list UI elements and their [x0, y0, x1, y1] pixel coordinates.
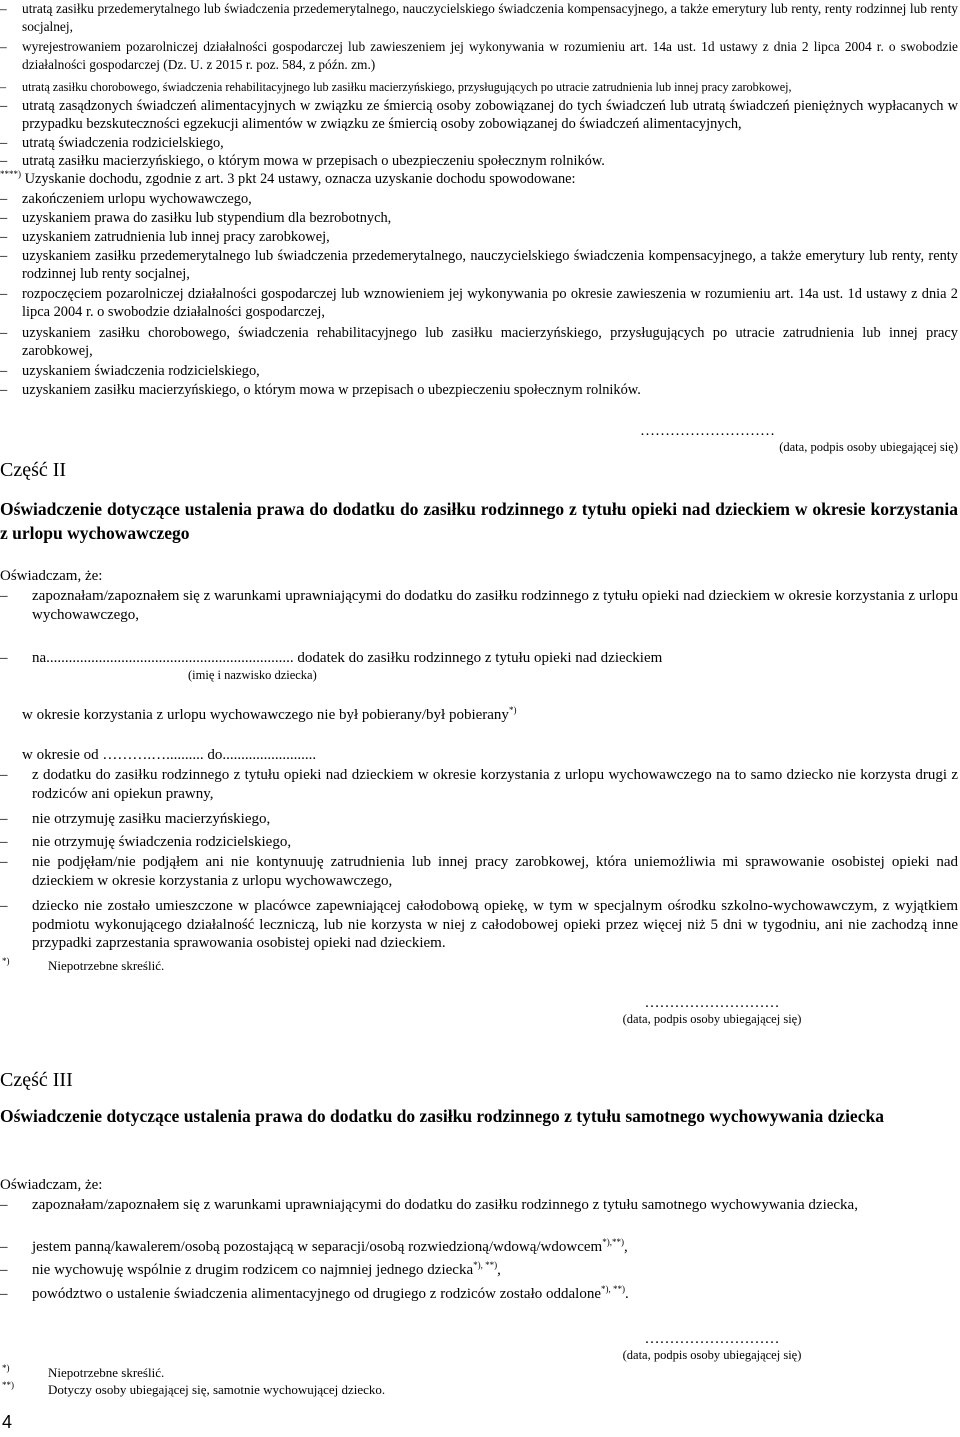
list-item: – utratą zasiłku chorobowego, świadczenia rehabilitacyjnego lub zasiłku macierzyńskiego, przysługujących po utracie zatrudnienia lub innej pracy zarobkowej,: [0, 78, 958, 96]
list-item-text: powództwo o ustalenie świadczenia alimentacyjnego od drugiego z rodziców zostało oddalone*), **).: [32, 1284, 629, 1302]
footnote-mark: *), **): [473, 1260, 498, 1270]
list-item-text: uzyskaniem zasiłku chorobowego, świadczenia rehabilitacyjnego lub zasiłku macierzyńskiego, przysługujących po utracie zatrudnienia lub innej pracy zarobkowej,: [22, 325, 958, 359]
list-item-text: zapoznałam/zapoznałem się z warunkami uprawniającymi do dodatku do zasiłku rodzinnego z tytułu opieki nad dzieckiem w okresie korzystania z urlopu wychowawczego,: [32, 588, 958, 623]
list-item: – wyrejestrowaniem pozarolniczej działalności gospodarczej lub zawieszeniem jej wykonywania w rozumieniu art. 14a ust. 1d ustawy z dnia 2 lipca 2004 r. o swobodzie działalności gospodarczej (Dz. U. z 2015 r. poz. 584, z późn. zm.): [0, 39, 958, 72]
part-2-title: Część II: [0, 459, 67, 481]
footnote-text: Niepotrzebne skreślić.: [48, 1365, 165, 1380]
declaration-intro: Oświadczam, że:: [0, 1177, 103, 1193]
list-item: – uzyskaniem zasiłku przedemerytalnego lub świadczenia przedemerytalnego, nauczycielskiego świadczenia kompensacyjnego, a także emerytury lub renty, renty rodzinnej lub renty socjalnej,: [0, 248, 958, 282]
list-item-text: dziecko nie zostało umieszczone w placówce zapewniającej całodobową opiekę, w tym w specjalnym ośrodku szkolno-wychowawczym, z wyjątkiem podmiotu wykonującego działalność leczniczą, lub nie korzysta w niej z całodobowej opieki przez więcej niż 5 dni w tygodniu, ani nie zachodzą inne przypadki zaprzestania sprawowania osobistej opieki nad dzieckiem.: [32, 898, 958, 951]
list-item: – zakończeniem urlopu wychowawczego,: [0, 190, 958, 208]
signature-block: [562, 1331, 862, 1363]
list-item: – utratą świadczenia rodzicielskiego,: [0, 134, 958, 152]
list-item-text: z dodatku do zasiłku rodzinnego z tytułu opieki nad dzieckiem w okresie korzystania z urlopu wychowawczego na to samo dziecko nie korzysta drugi z rodziców ani opiekun prawny,: [32, 767, 958, 802]
signature-line: ………………………: [640, 423, 775, 439]
footnote-text: Niepotrzebne skreślić.: [48, 958, 165, 973]
list-item: – zapoznałam/zapoznałem się z warunkami uprawniającymi do dodatku do zasiłku rodzinnego z tytułu samotnego wychowywania dziecka,: [0, 1196, 958, 1234]
list-item: – nie otrzymuję świadczenia rodzicielskiego,: [0, 833, 958, 852]
list-item: – z dodatku do zasiłku rodzinnego z tytułu opieki nad dzieckiem w okresie korzystania z urlopu wychowawczego na to samo dziecko nie korzysta drugi z rodziców ani opiekun prawny,: [0, 767, 958, 802]
list-item: – utratą zasiłku przedemerytalnego lub świadczenia przedemerytalnego, nauczycielskiego świadczenia kompensacyjnego, a także emerytury lub renty, renty rodzinnej lub renty socjalnej,: [0, 1, 958, 34]
signature-caption: (data, podpis osoby ubiegającej się): [779, 440, 958, 454]
signature-block: [562, 995, 862, 1027]
part-3-heading: Oświadczenie dotyczące ustalenia prawa do dodatku do zasiłku rodzinnego z tytułu samotnego wychowywania dziecka: [0, 1106, 884, 1126]
list-item: – dziecko nie zostało umieszczone w placówce zapewniającej całodobową opiekę, w tym w specjalnym ośrodku szkolno-wychowawczym, z wyjątkiem podmiotu wykonującego działalność leczniczą, lub nie korzysta w niej z całodobowej opieki przez więcej niż 5 dni w tygodniu, ani nie zachodzą inne przypadki zaprzestania sprawowania osobistej opieki nad dzieckiem.: [0, 898, 958, 951]
list-item: – uzyskaniem prawa do zasiłku lub stypendium dla bezrobotnych,: [0, 209, 958, 227]
list-item-text: uzyskaniem zasiłku macierzyńskiego, o którym mowa w przepisach o ubezpieczeniu społecznym rolników.: [22, 382, 641, 398]
footnote-mark: ****): [0, 169, 21, 179]
list-item-text: wyrejestrowaniem pozarolniczej działalności gospodarczej lub zawieszeniem jej wykonywania w rozumieniu art. 14a ust. 1d ustawy z dnia 2 lipca 2004 r. o swobodzie działalności gospodarczej (Dz. U. z 2015 r. poz. 584, z późn. zm.): [22, 39, 958, 72]
declaration-intro: Oświadczam, że:: [0, 568, 103, 584]
list-item: – zapoznałam/zapoznałem się z warunkami uprawniającymi do dodatku do zasiłku rodzinnego z tytułu opieki nad dzieckiem w okresie korzystania z urlopu wychowawczego,: [0, 588, 958, 623]
list-item-text: utratą zasiłku chorobowego, świadczenia rehabilitacyjnego lub zasiłku macierzyńskiego, przysługujących po utracie zatrudnienia lub innej pracy zarobkowej,: [22, 80, 792, 94]
list-item: – uzyskaniem świadczenia rodzicielskiego,: [0, 362, 958, 380]
list-item-text-body: powództwo o ustalenie świadczenia alimentacyjnego od drugiego z rodziców zostało oddalone: [32, 1286, 601, 1302]
list-item-text: nie podjęłam/nie podjąłem ani nie kontynuuję zatrudnienia lub innej pracy zarobkowej, która uniemożliwia mi sprawowanie osobistej opieki nad dzieckiem w okresie korzystania z urlopu wychowawczego,: [32, 854, 958, 889]
footnote-text: Dotyczy osoby ubiegającej się, samotnie wychowującej dziecko.: [48, 1382, 386, 1397]
list-item-text: uzyskaniem zatrudnienia lub innej pracy zarobkowej,: [22, 229, 330, 245]
signature-line: ………………………: [644, 995, 780, 1011]
list-item-text: nie otrzymuję zasiłku macierzyńskiego,: [32, 811, 271, 827]
child-name-line[interactable]: na.................................................................. dodatek do zasiłku rodzinnego z tytułu opieki nad dzieckiem: [32, 650, 663, 666]
child-name-caption: (imię i nazwisko dziecka): [188, 668, 317, 682]
list-item-text: rozpoczęciem pozarolniczej działalności gospodarczej lub wznowieniem jej wykonywania po okresie zawieszenia w rozumieniu art. 14a ust. 1d ustawy z dnia 2 lipca 2004 r. o swobodzie działalności gospodarczej,: [22, 286, 958, 320]
list-item: – uzyskaniem zasiłku macierzyńskiego, o którym mowa w przepisach o ubezpieczeniu społecznym rolników.: [0, 381, 958, 399]
list-item: – nie otrzymuję zasiłku macierzyńskiego,: [0, 810, 958, 829]
list-item-text: nie wychowuję wspólnie z drugim rodzicem co najmniej jednego dziecka*), **),: [32, 1260, 501, 1278]
list-item-text: zakończeniem urlopu wychowawczego,: [22, 191, 252, 207]
list-item: – utratą zasiłku macierzyńskiego, o którym mowa w przepisach o ubezpieczeniu społecznym rolników.: [0, 152, 958, 170]
signature-caption: (data, podpis osoby ubiegającej się): [622, 1348, 802, 1362]
page-number: 4: [2, 1412, 13, 1432]
part-2-heading: Oświadczenie dotyczące ustalenia prawa do dodatku do zasiłku rodzinnego z tytułu opieki nad dzieckiem w okresie korzystania z urlopu wychowawczego: [0, 499, 958, 543]
list-item-text-body: nie wychowuję wspólnie z drugim rodzicem co najmniej jednego dziecka: [32, 1262, 474, 1278]
signature-caption: (data, podpis osoby ubiegającej się): [622, 1012, 802, 1026]
list-item: – rozpoczęciem pozarolniczej działalności gospodarczej lub wznowieniem jej wykonywania po okresie zawieszenia w rozumieniu art. 14a ust. 1d ustawy z dnia 2 lipca 2004 r. o swobodzie działalności gospodarczej,: [0, 286, 958, 320]
period-field[interactable]: w okresie od ……….….......... do.........................: [22, 747, 317, 763]
list-item-text-body: jestem panną/kawalerem/osobą pozostającą w separacji/osobą rozwiedzioną/wdową/wdowcem: [32, 1239, 603, 1255]
child-name-field[interactable]: – na.................................................................. dodatek do zasiłku rodzinnego z tytułu opieki nad dzieckiem: [0, 649, 958, 669]
signature-block: [640, 423, 958, 455]
list-item-text: uzyskaniem prawa do zasiłku lub stypendium dla bezrobotnych,: [22, 210, 392, 226]
list-item-text: jestem panną/kawalerem/osobą pozostającą w separacji/osobą rozwiedzioną/wdową/wdowcem*),**),: [32, 1237, 628, 1255]
list-item-text: utratą zasiłku przedemerytalnego lub świadczenia przedemerytalnego, nauczycielskiego świadczenia kompensacyjnego, a także emerytury lub renty, renty rodzinnej lub renty socjalnej,: [22, 1, 958, 34]
footnote-mark: *): [508, 705, 517, 715]
footnote-mark: **): [2, 1380, 14, 1390]
list-item: – nie podjęłam/nie podjąłem ani nie kontynuuję zatrudnienia lub innej pracy zarobkowej, która uniemożliwia mi sprawowanie osobistej opieki nad dzieckiem w okresie korzystania z urlopu wychowawczego,: [0, 854, 958, 889]
list-item-text: zapoznałam/zapoznałem się z warunkami uprawniającymi do dodatku do zasiłku rodzinnego z tytułu samotnego wychowywania dziecka,: [32, 1197, 858, 1213]
list-item-text: utratą zasiłku macierzyńskiego, o którym mowa w przepisach o ubezpieczeniu społecznym rolników.: [22, 153, 605, 169]
list-item-text: uzyskaniem świadczenia rodzicielskiego,: [22, 363, 260, 379]
footnote-mark: *), **): [600, 1284, 625, 1294]
benefit-status-line: [22, 706, 516, 725]
list-item: – uzyskaniem zasiłku chorobowego, świadczenia rehabilitacyjnego lub zasiłku macierzyńskiego, przysługujących po utracie zatrudnienia lub innej pracy zarobkowej,: [0, 325, 958, 359]
footnote-income: [0, 170, 958, 188]
list-item: – jestem panną/kawalerem/osobą pozostającą w separacji/osobą rozwiedzioną/wdową/wdowcem*),**),: [0, 1238, 958, 1257]
benefit-status-text: w okresie korzystania z urlopu wychowawczego nie był pobierany/był pobierany: [22, 707, 509, 723]
footnote-mark: *),**): [602, 1237, 624, 1247]
list-item-text: utratą zasądzonych świadczeń alimentacyjnych w związku ze śmiercią osoby zobowiązanej do tych świadczeń lub utratą świadczeń pieniężnych wypłacanych w przypadku bezskuteczności egzekucji alimentów w związku ze śmiercią osoby zobowiązanej do świadczeń alimentacyjnych,: [22, 98, 958, 132]
list-item: – utratą zasądzonych świadczeń alimentacyjnych w związku ze śmiercią osoby zobowiązanej do tych świadczeń lub utratą świadczeń pieniężnych wypłacanych w przypadku bezskuteczności egzekucji alimentów w związku ze śmiercią osoby zobowiązanej do świadczeń alimentacyjnych,: [0, 98, 958, 132]
list-item-text: uzyskaniem zasiłku przedemerytalnego lub świadczenia przedemerytalnego, nauczycielskiego świadczenia kompensacyjnego, a także emerytury lub renty, renty rodzinnej lub renty socjalnej,: [22, 248, 958, 282]
list-item: – uzyskaniem zatrudnienia lub innej pracy zarobkowej,: [0, 228, 958, 246]
footnote-text: Uzyskanie dochodu, zgodnie z art. 3 pkt 24 ustawy, oznacza uzyskanie dochodu spowodowane:: [24, 171, 576, 187]
list-item-text: utratą świadczenia rodzicielskiego,: [22, 135, 224, 151]
list-item-text: nie otrzymuję świadczenia rodzicielskiego,: [32, 834, 292, 850]
footnote-mark: *): [2, 956, 10, 966]
part-3-title: Część III: [0, 1069, 73, 1091]
footnote-mark: *): [2, 1363, 10, 1373]
list-item: – powództwo o ustalenie świadczenia alimentacyjnego od drugiego z rodziców zostało oddalone*), **).: [0, 1285, 958, 1304]
signature-line: ………………………: [644, 1331, 780, 1347]
list-item: – nie wychowuję wspólnie z drugim rodzicem co najmniej jednego dziecka*), **),: [0, 1261, 958, 1280]
